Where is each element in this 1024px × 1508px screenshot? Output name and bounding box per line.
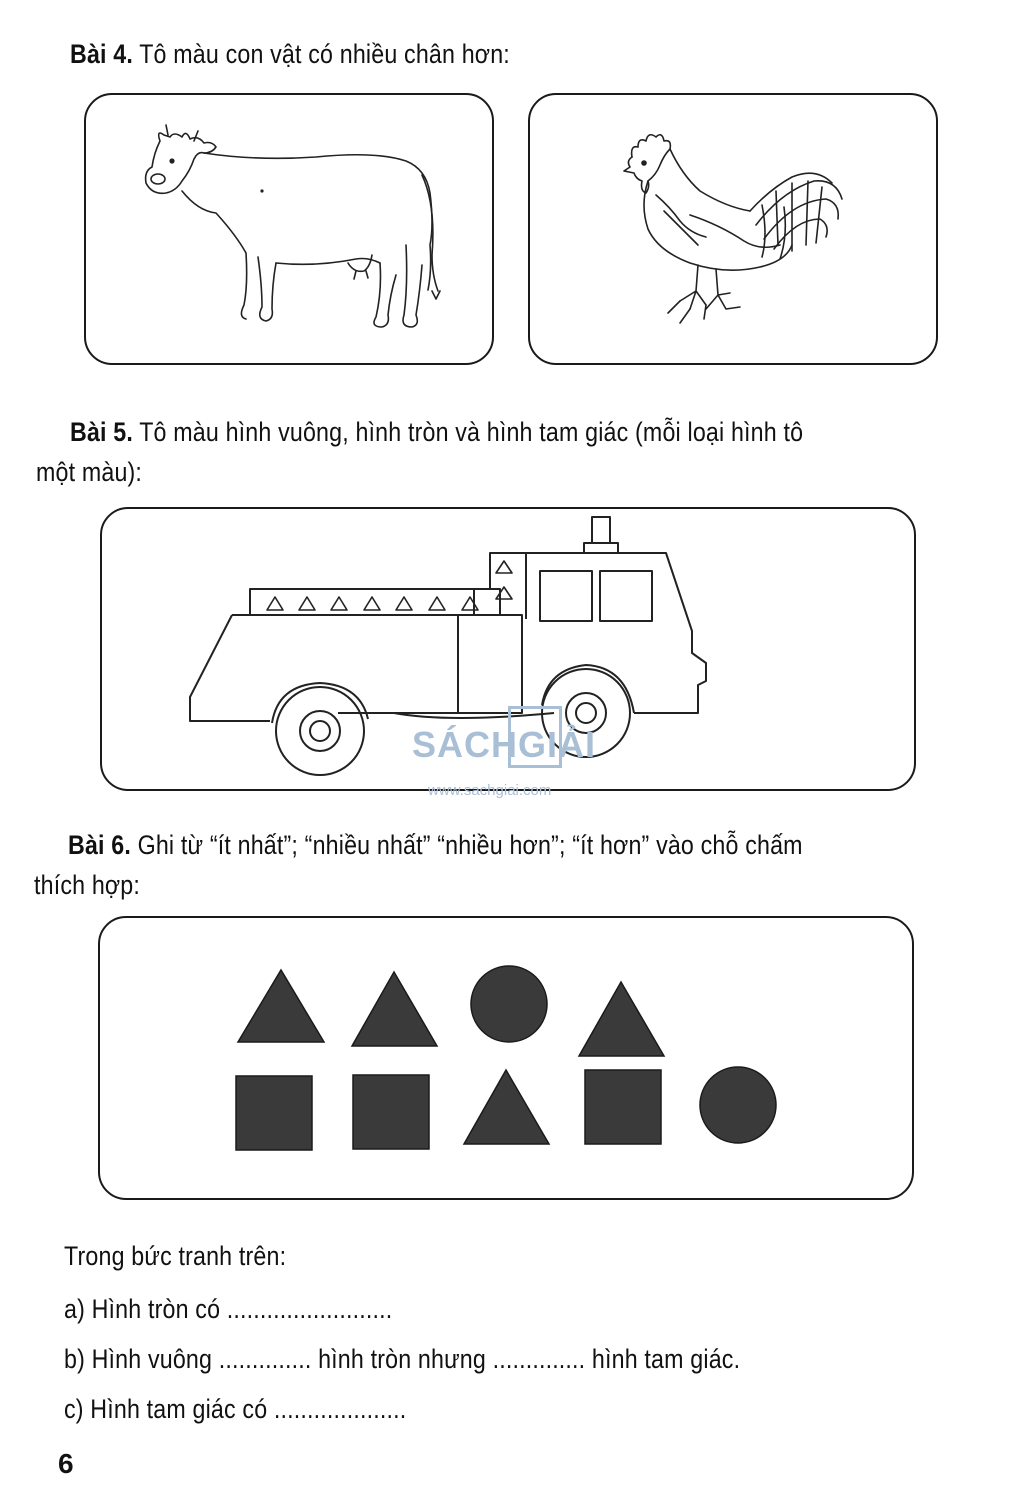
exercise-6-heading [68,829,803,861]
exercise-4-label: Bài 4. [70,39,133,69]
watermark-brand: SÁCHGIẢI [412,724,597,765]
exercise-6-label: Bài 6. [68,830,131,860]
question-b[interactable]: b) Hình vuông .............. hình tròn nhưng .............. hình tam giác. [64,1344,741,1374]
exercise-6-text-line2: thích hợp: [34,870,141,900]
exercise-4-heading [70,38,510,70]
exercise-5-text-line2: một màu): [36,457,143,487]
questions-intro: Trong bức tranh trên: [64,1241,287,1271]
circle-shape [471,966,547,1042]
exercise-5-text-line1: Tô màu hình vuông, hình tròn và hình tam giác (mỗi loại hình tô [132,417,804,447]
exercise-4-text: Tô màu con vật có nhiều chân hơn: [132,39,510,69]
square-shape [585,1070,661,1144]
watermark [412,700,622,800]
square-shape [236,1076,312,1150]
square-shape [353,1075,429,1149]
cow-panel[interactable] [84,93,494,365]
watermark-url: www.sachgiai.com [428,782,552,799]
triangle-shape [464,1070,549,1144]
page-number: 6 [58,1448,74,1479]
exercise-6-text-line1: Ghi từ “ít nhất”; “nhiều nhất” “nhiều hơn”; “ít hơn” vào chỗ chấm [130,830,803,860]
rooster-icon [530,95,940,367]
exercise-5-label: Bài 5. [70,417,133,447]
question-a[interactable]: a) Hình tròn có ......................... [64,1294,393,1324]
cow-icon [86,95,496,367]
triangle-shape [238,970,324,1042]
triangle-shape [579,982,664,1056]
rooster-panel[interactable] [528,93,938,365]
shapes-panel[interactable] [98,916,914,1200]
circle-shape [700,1067,776,1143]
triangle-shape [352,972,437,1046]
shapes-picture [100,918,916,1202]
exercise-5-heading [70,416,803,448]
question-c[interactable]: c) Hình tam giác có .................... [64,1394,407,1424]
